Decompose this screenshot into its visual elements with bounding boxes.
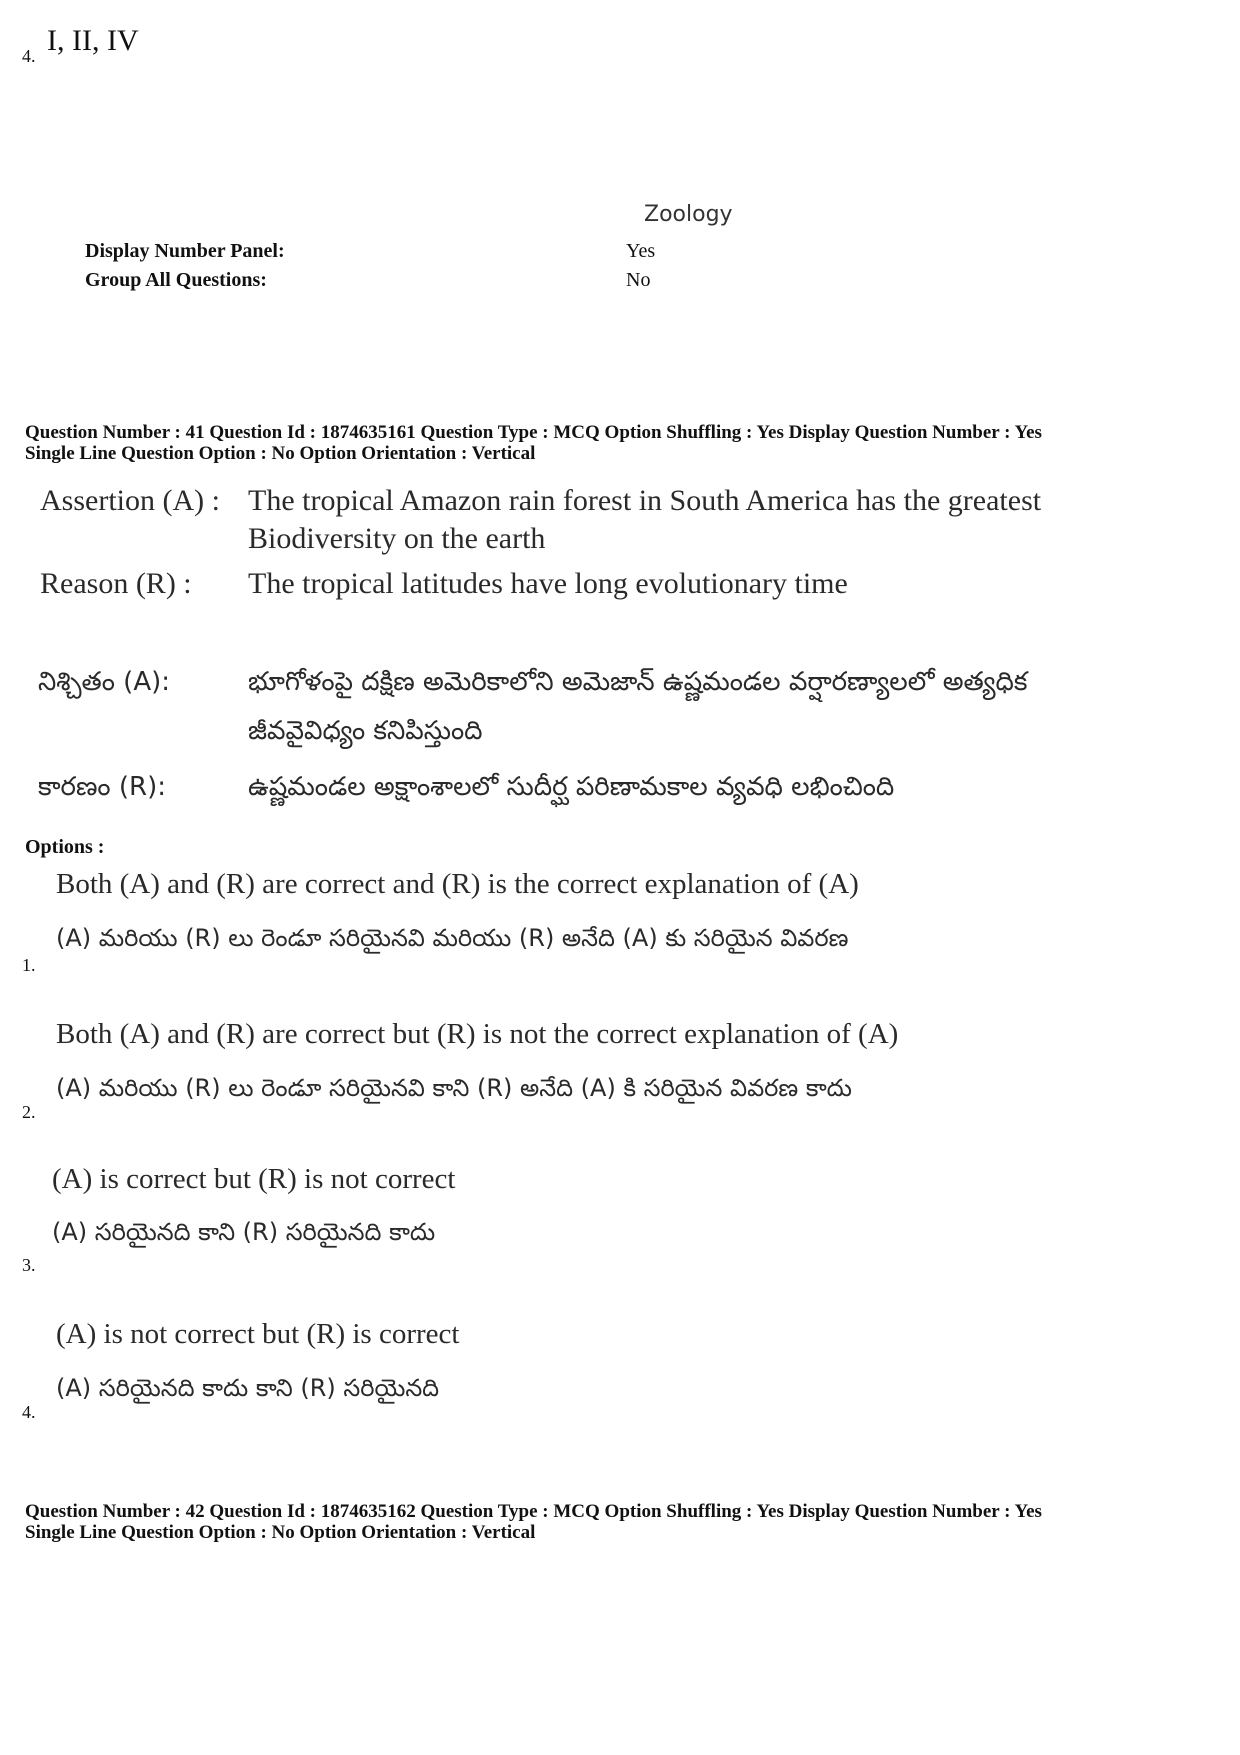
question-header-line: Single Line Question Option : No Option Orientation : Vertical [25, 1522, 536, 1543]
assertion-label: Assertion (A) : [40, 484, 220, 517]
question-header [25, 422, 1042, 464]
question-header-line: Single Line Question Option : No Option Orientation : Vertical [25, 443, 536, 464]
assertion-text: The tropical Amazon rain forest in South America has the greatest [248, 484, 1042, 517]
te-reason-text: ఉష్ణమండల అక్షాంశాలలో సుదీర్ఘ పరిణామకాల వ్యవధి లభించింది [248, 772, 895, 802]
option-text: Both (A) and (R) are correct but (R) is not the correct explanation of (A) [56, 1018, 899, 1050]
section-title: Zoology [644, 202, 733, 227]
option-number: 3. [22, 1255, 36, 1275]
option-number: 4. [22, 46, 36, 66]
display-number-panel-label: Display Number Panel: [85, 240, 285, 262]
te-assertion-text: భూగోళంపై దక్షిణ అమెరికాలోని అమెజాన్ ఉష్ణమండల వర్షారణ్యాలలో అత్యధిక [248, 667, 1028, 697]
te-assertion-text: జీవవైవిధ్యం కనిపిస్తుంది [248, 716, 483, 746]
question-header [25, 1501, 1042, 1543]
display-number-panel-value: Yes [626, 240, 656, 262]
option-number: 1. [22, 955, 36, 975]
option-text: I, II, IV [47, 24, 139, 57]
option-number: 2. [22, 1102, 36, 1122]
question-header-line: Question Number : 41 Question Id : 1874635161 Question Type : MCQ Option Shuffling : Yes Display Question Number : Yes [25, 422, 1042, 443]
reason-label: Reason (R) : [40, 567, 192, 600]
reason-text: The tropical latitudes have long evolutionary time [248, 567, 848, 600]
option-text-telugu: (A) సరియైనది కాని (R) సరియైనది కాదు [52, 1218, 436, 1246]
te-assertion-label: నిశ్చితం (A): [38, 667, 171, 697]
option-number: 4. [22, 1402, 36, 1422]
assertion-text: Biodiversity on the earth [248, 522, 546, 555]
option-text: (A) is not correct but (R) is correct [56, 1318, 460, 1350]
group-all-questions-value: No [626, 269, 651, 291]
option-text-telugu: (A) మరియు (R) లు రెండూ సరియైనవి మరియు (R) అనేది (A) కు సరియైన వివరణ [56, 924, 849, 952]
options-label: Options : [25, 836, 105, 858]
te-reason-label: కారణం (R): [38, 772, 166, 802]
group-all-questions-label: Group All Questions: [85, 269, 267, 291]
option-text: Both (A) and (R) are correct and (R) is the correct explanation of (A) [56, 868, 859, 900]
option-text-telugu: (A) మరియు (R) లు రెండూ సరియైనవి కాని (R) అనేది (A) కి సరియైన వివరణ కాదు [56, 1074, 852, 1102]
option-text-telugu: (A) సరియైనది కాదు కాని (R) సరియైనది [56, 1374, 440, 1402]
question-header-line: Question Number : 42 Question Id : 1874635162 Question Type : MCQ Option Shuffling : Yes Display Question Number : Yes [25, 1501, 1042, 1522]
option-text: (A) is correct but (R) is not correct [52, 1163, 456, 1195]
